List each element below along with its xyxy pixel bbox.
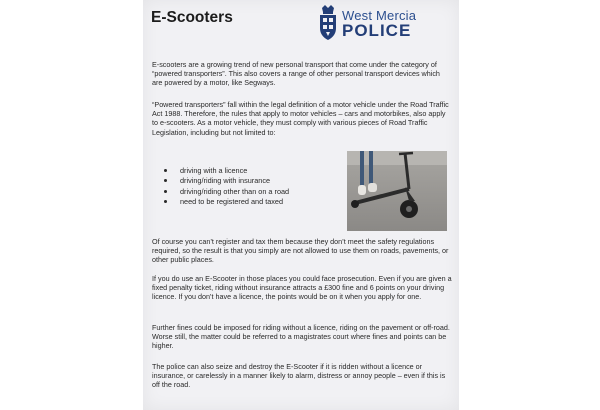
paragraph-further-fines: Further fines could be imposed for riding without a licence, riding on the pavement or off-road. Worse still, the matter could be referred to a magistrates court where fines and points can be higher. (152, 323, 450, 351)
paragraph-legal-definition: “Powered transporters” fall within the legal definition of a motor vehicle under the Road Traffic Act 1988. Therefore, the rules that apply to motor vehicles – cars and motorbikes, also apply to e-scooters. As a motor vehicle, they must comply with various pieces of Road Traffic Legislation, including but not limited to: (152, 100, 449, 137)
logo-text-police: POLICE (342, 21, 412, 40)
logo-text-west-mercia: West Mercia (342, 8, 417, 23)
list-item: driving/riding other than on a road (164, 187, 354, 197)
police-crest-icon (317, 4, 339, 42)
bullet-dot-icon (164, 169, 167, 172)
e-scooter-photo (347, 151, 447, 231)
paragraph-cannot-register: Of course you can’t register and tax them because they don’t meet the safety regulations required, so the result is that you simply are not allowed to use them on roads, pavements, or other public places. (152, 237, 449, 265)
list-item: need to be registered and taxed (164, 197, 354, 207)
page-title: E-Scooters (151, 9, 233, 26)
leaflet-page (143, 0, 459, 410)
bullet-dot-icon (164, 190, 167, 193)
list-item: driving with a licence (164, 166, 354, 176)
paragraph-intro: E-scooters are a growing trend of new personal transport that come under the category of “powered transporters”. This also covers a range of other personal transport devices which are powered by a motor, like Segways. (152, 60, 440, 88)
paragraph-seize-destroy: The police can also seize and destroy the E-Scooter if it is ridden without a licence or insurance, or carelessly in a manner likely to alarm, distress or annoy people – even if this is off the road. (152, 362, 446, 390)
bullet-dot-icon (164, 200, 167, 203)
requirements-list (164, 166, 354, 208)
list-item: driving/riding with insurance (164, 176, 354, 186)
bullet-dot-icon (164, 179, 167, 182)
paragraph-prosecution: If you do use an E-Scooter in those places you could face prosecution. Even if you are given a fixed penalty ticket, riding without insurance attracts a £300 fine and 6 points on your driving licence. If you don’t have a licence, the points would be on it when you apply for one. (152, 274, 452, 302)
west-mercia-police-logo (317, 4, 457, 42)
